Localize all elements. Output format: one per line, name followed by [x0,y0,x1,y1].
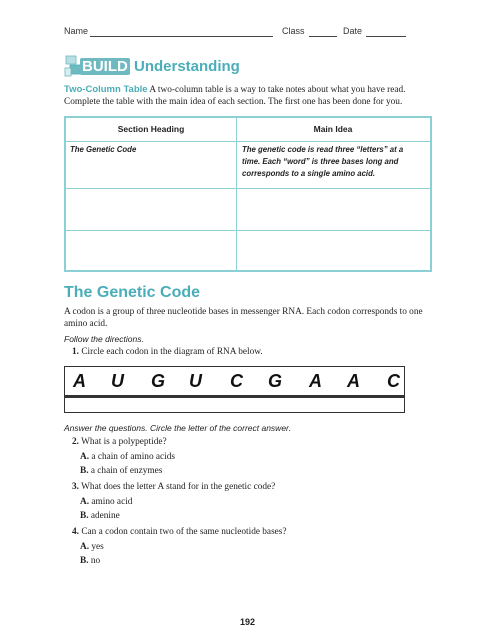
answer-choice[interactable]: A. amino acid [80,497,133,507]
row-divider [66,141,430,142]
intro-text-1: A two-column table is a way to take notes about what you have read. [147,85,406,95]
rna-base[interactable]: G [268,371,283,391]
answer-choice[interactable]: B. no [80,556,101,566]
name-label: Name [64,26,89,36]
answer-choice[interactable]: A. yes [80,542,104,552]
section-title: The Genetic Code [64,284,201,301]
answer-choice[interactable]: B. adenine [80,511,120,521]
rna-base[interactable]: U [189,371,202,391]
row1-main-idea: The genetic code is read three “letters” at a time. Each “word” is three bases long and corresponds to a single amino acid. [242,145,404,178]
rna-base[interactable]: U [111,371,124,391]
col-header-section-heading: Section Heading [117,124,185,134]
section-intro: A codon is a group of three nucleotide bases in messenger RNA. Each codon corresponds to one amino acid. [64,307,423,329]
rna-base[interactable]: A [73,371,86,391]
rna-base[interactable]: A [347,371,360,391]
rna-diagram [64,366,405,414]
intro-tag: Two-Column Table [64,84,148,95]
row1-section-heading: The Genetic Code [70,145,137,154]
build-title-rest: Understanding [134,58,240,75]
rna-base[interactable]: C [230,371,243,391]
name-blank[interactable] [90,36,273,37]
row3-main-idea-cell[interactable] [237,231,430,270]
page-number: 192 [239,617,256,627]
question-1: 1. Circle each codon in the diagram of RNA below. [72,347,263,357]
class-blank[interactable] [309,36,337,37]
answer-choice[interactable]: A. a chain of amino acids [80,452,176,462]
class-label: Class [282,26,305,36]
follow-directions: Follow the directions. [64,334,144,344]
rna-base[interactable]: A [309,371,322,391]
answer-directions: Answer the questions. Circle the letter of the correct answer. [64,423,291,433]
question-2: 2. What is a polypeptide? [72,437,167,447]
question-3: 3. What does the letter A stand for in the genetic code? [72,482,276,492]
intro-text-2: Complete the table with the main idea of each section. The first one has been done for you. [64,97,403,107]
rna-base[interactable]: G [151,371,166,391]
row2-main-idea-cell[interactable] [237,189,430,229]
rna-backbone [64,396,405,413]
date-blank[interactable] [366,36,406,37]
rna-base[interactable]: C [387,371,400,391]
two-column-table [64,116,432,272]
intro-paragraph [64,84,444,108]
col-header-main-idea: Main Idea [313,124,353,134]
row2-section-heading-cell[interactable] [66,189,236,229]
build-title-lead: BUILD [82,58,128,75]
row3-section-heading-cell[interactable] [66,231,236,270]
question-4: 4. Can a codon contain two of the same nucleotide bases? [72,527,287,537]
answer-choice[interactable]: B. a chain of enzymes [80,466,163,476]
date-label: Date [343,26,363,36]
rna-bases-row[interactable] [64,366,405,396]
